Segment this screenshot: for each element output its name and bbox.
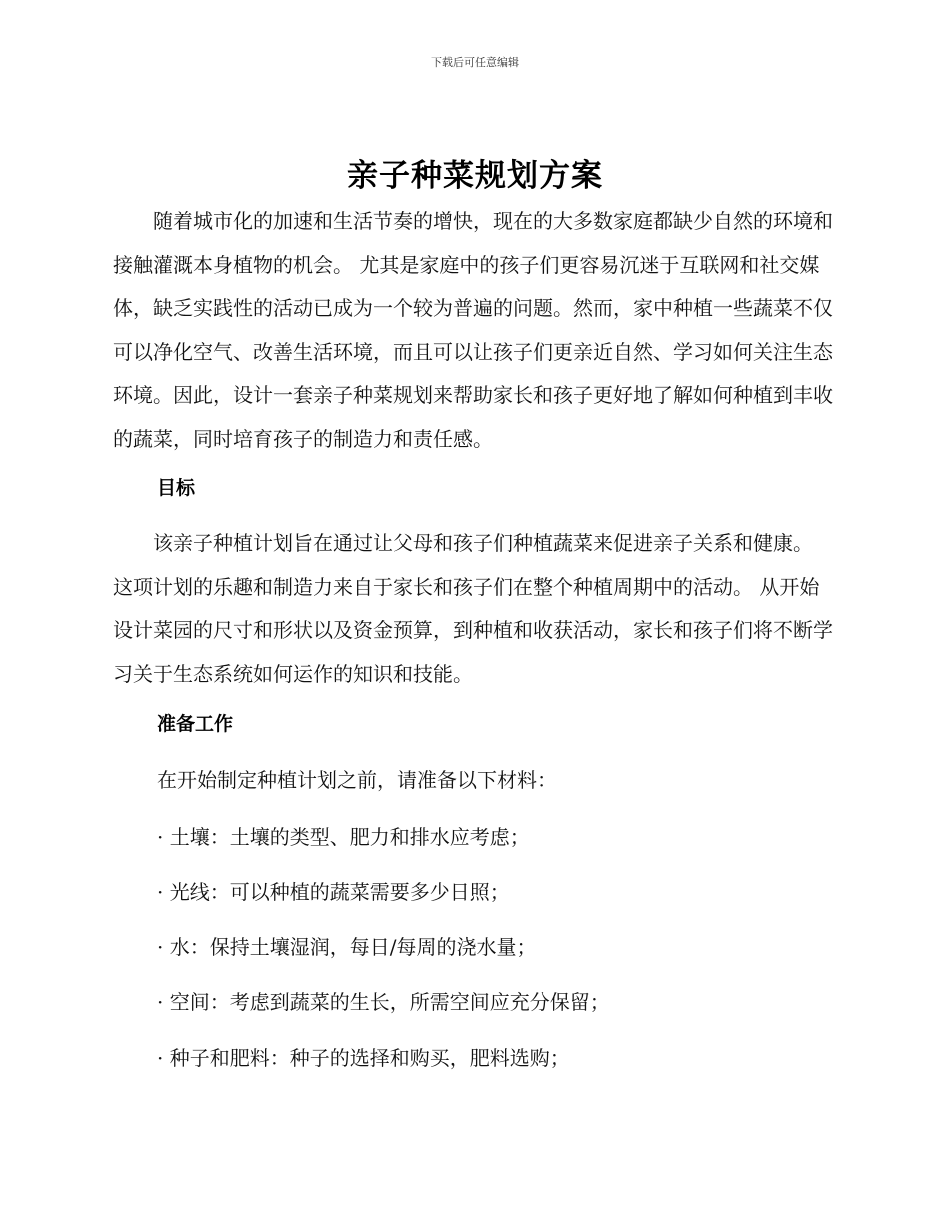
list-item: · 土壤：土壤的类型、肥力和排水应考虑；	[157, 825, 530, 849]
list-item: · 种子和肥料：种子的选择和购买，肥料选购；	[157, 1046, 570, 1070]
document-title: 亲子种菜规划方案	[347, 158, 603, 194]
intro-paragraph: 随着城市化的加速和生活节奏的增快，现在的大多数家庭都缺少自然的环境和接触灌溉本身植物的机会。 尤其是家庭中的孩子们更容易沉迷于互联网和社交媒体，缺乏实践性的活动已成为一个较为普遍的问题。然而，家中种植一些蔬菜不仅可以净化空气、改善生活环境，而且可以让孩子们更亲近自然、学习如何关注生态环境。因此，设计一套亲子种菜规划来帮助家长和孩子更好地了解如何种植到丰收的蔬菜，同时培育孩子的制造力和责任感。	[113, 209, 833, 451]
goal-paragraph: 该亲子种植计划旨在通过让父母和孩子们种植蔬菜来促进亲子关系和健康。 这项计划的乐趣和制造力来自于家长和孩子们在整个种植周期中的活动。 从开始设计菜园的尺寸和形状以及资金预算，到种植和收获活动，家长和孩子们将不断学习关于生态系统如何运作的知识和技能。	[113, 531, 833, 686]
list-item: · 光线：可以种植的蔬菜需要多少日照；	[157, 880, 510, 904]
list-item: · 空间：考虑到蔬菜的生长，所需空间应充分保留；	[157, 990, 610, 1014]
list-item: · 水：保持土壤湿润，每日/每周的浇水量；	[157, 935, 537, 959]
goal-heading: 目标	[157, 477, 196, 499]
preparation-lead: 在开始制定种植计划之前，请准备以下材料：	[157, 768, 557, 792]
preparation-heading: 准备工作	[157, 713, 234, 735]
page-header-note: 下载后可任意编辑	[431, 56, 519, 69]
